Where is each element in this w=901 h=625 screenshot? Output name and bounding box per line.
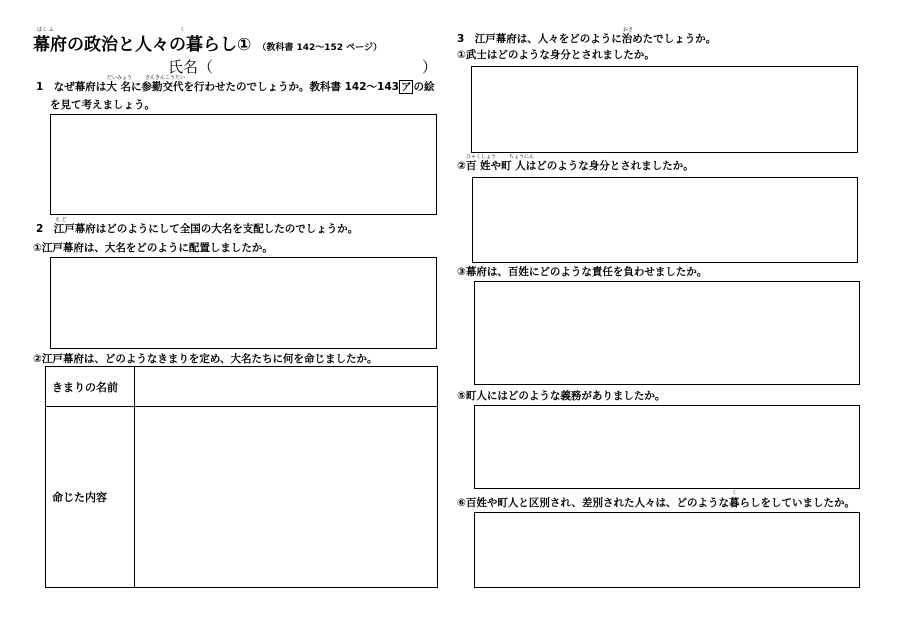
q3-ruby-kura: く [732, 490, 738, 496]
q2-sub2: ②江戸幕府は、どのようなきまりを定め、大名たちに何を命じましたか。 [33, 353, 378, 365]
page-title-pages: （教科書 142～152 ページ） [257, 43, 382, 53]
q1-text-b: に [130, 81, 142, 93]
q3-sub2-c: はどのような身分とされましたか。 [525, 160, 694, 172]
q3-sub1-answer-box[interactable] [471, 66, 858, 153]
q3-sub2-a: ② [457, 160, 466, 172]
title-ruby-bakufu: ばく ふ [37, 27, 54, 33]
q1-text-d: の絵 [413, 81, 435, 93]
rules-name-answer-cell[interactable] [135, 367, 438, 407]
q3-ruby-chonin: ちょうにん [509, 154, 535, 160]
q1-answer-box[interactable] [50, 114, 437, 215]
name-close-paren: ） [422, 58, 438, 76]
q1-ruby-daimyo: だいみょう [107, 75, 133, 81]
rules-content-answer-cell[interactable] [135, 407, 438, 588]
q1-ruby-sankin: さんきんこうたい [145, 75, 186, 81]
q3-sub6: ⑥百姓や町人と区別され、差別された人々は、どのような暮らしをしていましたか。 [457, 497, 856, 509]
rules-name-label: きまりの名前 [46, 367, 135, 407]
q3-ruby-hyakusho: ひゃくしょう [466, 154, 497, 160]
rules-table-row-name [46, 367, 438, 407]
title-ruby-kura: く [180, 27, 186, 33]
q3-sub2-answer-box[interactable] [472, 177, 858, 263]
page-title [33, 35, 382, 58]
q3-sub2 [457, 159, 694, 173]
q1-text-a: 1 なぜ幕府は [36, 81, 107, 93]
q1-text-sankin: 参勤交代 [141, 81, 184, 93]
q1-question-line1 [36, 80, 434, 94]
q3-sub2-chonin: 町 人 [501, 160, 526, 172]
q3-ruby-osame: おさ [623, 27, 634, 33]
q1-figure-mark: ア [400, 81, 412, 93]
rules-content-label: 命じた内容 [46, 407, 135, 588]
q3-sub3-answer-box[interactable] [474, 281, 860, 385]
q3-sub6-answer-box[interactable] [474, 512, 860, 588]
q3-heading: 3 江戸幕府は、人々をどのように治めたでしょうか。 [457, 33, 717, 45]
q3-sub2-hyakusho: 百 姓 [465, 160, 491, 172]
page-title-text: 幕府の政治と人々の暮らし① [33, 35, 252, 55]
q2-sub1: ①江戸幕府は、大名をどのように配置しましたか。 [33, 242, 273, 254]
q2-sub1-answer-box[interactable] [50, 257, 437, 349]
q2-heading: 2 江戸幕府はどのようにして全国の大名を支配したのでしょうか。 [36, 223, 359, 235]
q2-ruby-edo: え ど [55, 217, 67, 223]
q3-sub5: ⑤町人にはどのような義務がありましたか。 [457, 390, 666, 402]
q3-sub2-b: や [490, 160, 502, 172]
rules-table [45, 366, 438, 588]
name-label: 氏名（ [168, 58, 214, 76]
q3-sub5-answer-box[interactable] [474, 405, 860, 489]
q3-sub3: ③幕府は、百姓にどのような責任を負わせましたか。 [457, 266, 708, 278]
q1-text-daimyo: 大 名 [106, 81, 131, 93]
rules-table-row-content [46, 407, 438, 588]
q3-sub1: ①武士はどのような身分とされましたか。 [457, 49, 655, 61]
q1-question-line2: を見て考えましょう。 [50, 99, 155, 111]
q1-text-c: を行わせたのでしょうか。教科書 142～143 [183, 81, 399, 93]
